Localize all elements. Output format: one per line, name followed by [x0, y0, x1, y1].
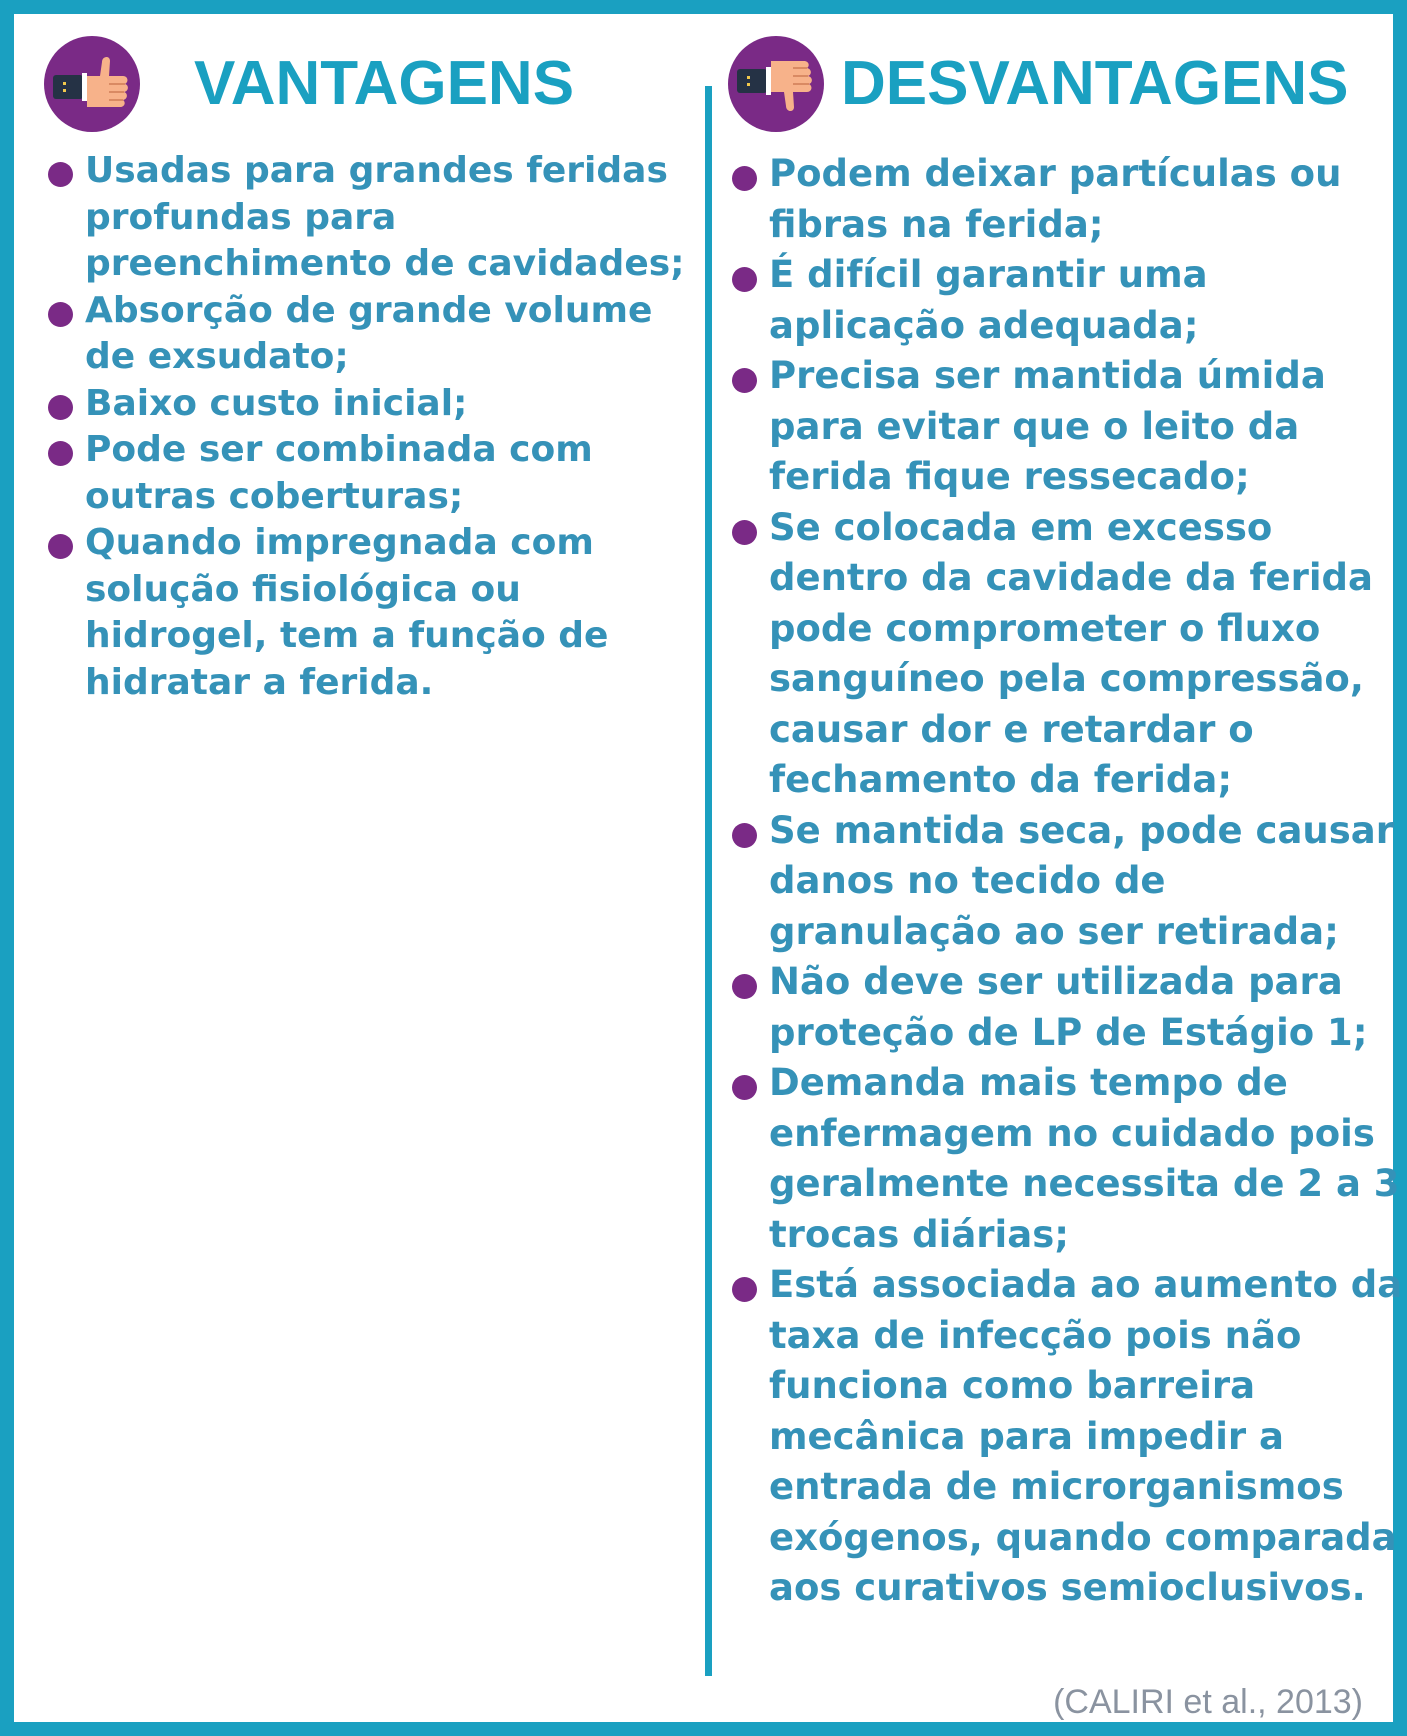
list-item: Não deve ser utilizada para proteção de LP de Estágio 1; [728, 957, 1407, 1058]
list-item: Quando impregnada com solução fisiológica ou hidrogel, tem a função de hidratar a ferida. [44, 520, 704, 706]
list-item: Se colocada em excesso dentro da cavidade da ferida pode comprometer o fluxo sanguíneo pela compressão, causar dor e retardar o fechamento da ferida; [728, 503, 1407, 806]
bullet-icon [732, 267, 757, 292]
list-item: É difícil garantir uma aplicação adequada; [728, 250, 1407, 351]
bullet-icon [732, 368, 757, 393]
bullet-icon [48, 162, 73, 187]
list-item: Absorção de grande volume de exsudato; [44, 288, 704, 381]
citation: (CALIRI et al., 2013) [1053, 1683, 1363, 1721]
column-divider [705, 86, 712, 1676]
list-item: Se mantida seca, pode causar danos no tecido de granulação ao ser retirada; [728, 806, 1407, 958]
list-item: Demanda mais tempo de enfermagem no cuidado pois geralmente necessita de 2 a 3 trocas diárias; [728, 1058, 1407, 1260]
advantages-list [44, 148, 704, 706]
list-item: Podem deixar partículas ou fibras na ferida; [728, 149, 1407, 250]
bullet-icon [732, 974, 757, 999]
bullet-icon [732, 166, 757, 191]
disadvantages-list [728, 149, 1407, 1614]
list-item: Está associada ao aumento da taxa de infecção pois não funciona como barreira mecânica para impedir a entrada de microrganismos exógenos, quando comparada aos curativos semioclusivos. [728, 1260, 1407, 1614]
disadvantages-title: DESVANTAGENS [841, 49, 1349, 118]
bullet-icon [48, 395, 73, 420]
bullet-icon [48, 302, 73, 327]
bullet-icon [48, 534, 73, 559]
bullet-icon [48, 441, 73, 466]
bullet-icon [732, 1277, 757, 1302]
thumbs-down-icon [728, 36, 824, 132]
list-item: Precisa ser mantida úmida para evitar que o leito da ferida fique ressecado; [728, 351, 1407, 503]
bullet-icon [732, 823, 757, 848]
thumbs-up-icon [44, 36, 140, 132]
bullet-icon [732, 520, 757, 545]
list-item: Pode ser combinada com outras coberturas; [44, 427, 704, 520]
advantages-title: VANTAGENS [194, 49, 575, 118]
bullet-icon [732, 1075, 757, 1100]
list-item: Usadas para grandes feridas profundas para preenchimento de cavidades; [44, 148, 704, 288]
list-item: Baixo custo inicial; [44, 381, 704, 428]
